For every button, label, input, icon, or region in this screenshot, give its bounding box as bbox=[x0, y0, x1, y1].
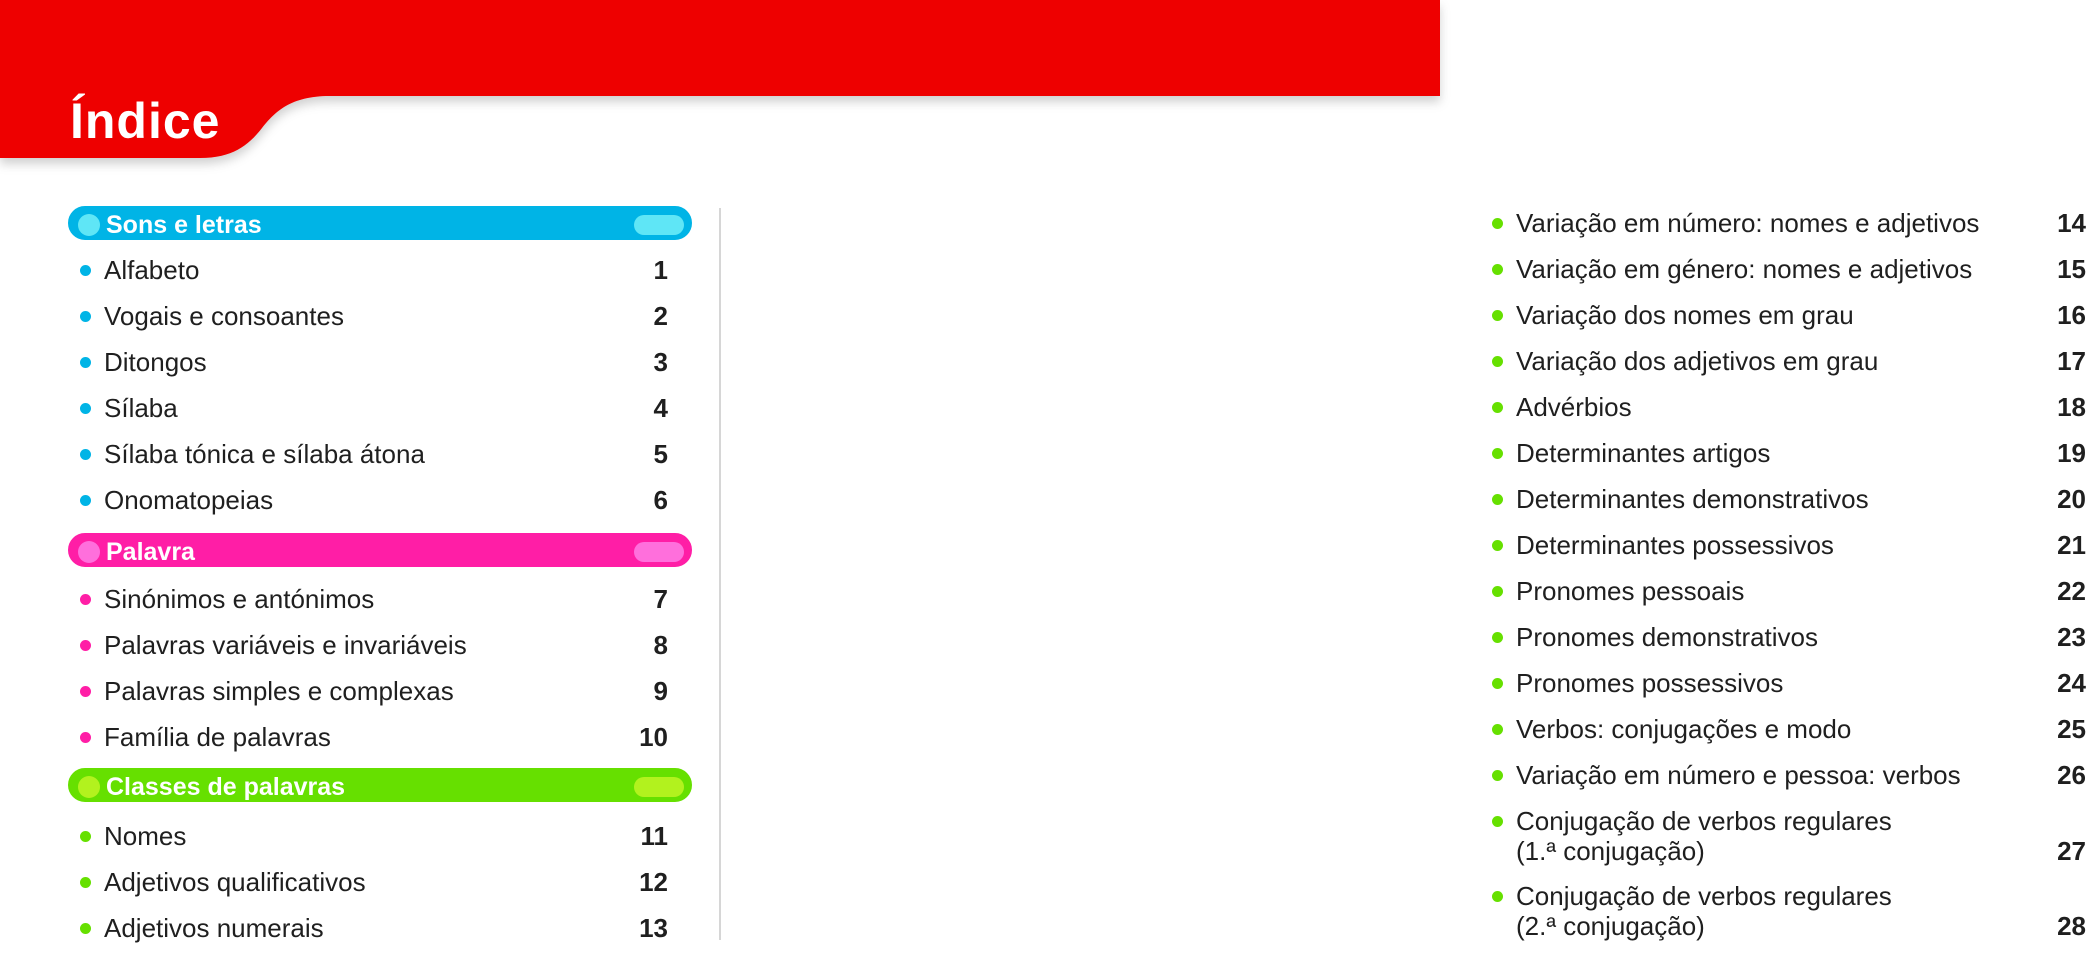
entry-label: Nomes bbox=[104, 821, 187, 851]
entry-label: Sílaba bbox=[104, 393, 178, 423]
toc-entry[interactable] bbox=[1492, 484, 2086, 524]
toc-entry[interactable] bbox=[80, 584, 668, 624]
entry-label: Pronomes possessivos bbox=[1516, 668, 1784, 698]
bullet-icon bbox=[1492, 402, 1503, 413]
bullet-icon bbox=[1492, 770, 1503, 781]
toc-entry[interactable] bbox=[1492, 806, 2086, 870]
section-dot bbox=[78, 541, 100, 563]
section-pill bbox=[634, 215, 684, 235]
entry-label: Adjetivos numerais bbox=[104, 913, 324, 943]
section-bar-sons-e-letras bbox=[68, 206, 692, 240]
page-number: 1 bbox=[653, 255, 668, 285]
entry-label: Pronomes pessoais bbox=[1516, 576, 1745, 606]
section-dot bbox=[78, 214, 100, 236]
toc-entry[interactable] bbox=[1492, 392, 2086, 432]
bullet-icon bbox=[80, 594, 91, 605]
section-dot bbox=[78, 776, 100, 798]
bullet-icon bbox=[1492, 264, 1503, 275]
bullet-icon bbox=[1492, 218, 1503, 229]
page-number: 18 bbox=[2057, 392, 2086, 422]
page-number: 7 bbox=[653, 584, 668, 614]
bullet-icon bbox=[1492, 540, 1503, 551]
entry-label: Determinantes possessivos bbox=[1516, 530, 1834, 560]
toc-entry[interactable] bbox=[80, 722, 668, 762]
entry-label: Advérbios bbox=[1516, 392, 1632, 422]
page-number: 4 bbox=[653, 393, 668, 423]
toc-entry[interactable] bbox=[80, 347, 668, 387]
bullet-icon bbox=[80, 403, 91, 414]
toc-entry[interactable] bbox=[1492, 254, 2086, 294]
section-pill bbox=[634, 777, 684, 797]
entry-label: Adjetivos qualificativos bbox=[104, 867, 366, 897]
page-number: 5 bbox=[653, 439, 668, 469]
entry-label-line2: (1.ª conjugação) bbox=[1516, 836, 1705, 866]
bullet-icon bbox=[80, 449, 91, 460]
page-number: 10 bbox=[639, 722, 668, 752]
page-number: 25 bbox=[2057, 714, 2086, 744]
toc-entry[interactable] bbox=[1492, 622, 2086, 662]
entry-label: Verbos: conjugações e modo bbox=[1516, 714, 1852, 744]
page-number: 8 bbox=[653, 630, 668, 660]
bullet-icon bbox=[1492, 448, 1503, 459]
entry-label: Sinónimos e antónimos bbox=[104, 584, 375, 614]
page-number: 23 bbox=[2057, 622, 2086, 652]
page-number: 26 bbox=[2057, 760, 2086, 790]
section-title: Classes de palavras bbox=[106, 773, 346, 801]
entry-label-line1: Conjugação de verbos regulares bbox=[1516, 881, 1892, 911]
toc-entry[interactable] bbox=[80, 867, 668, 907]
page-number: 21 bbox=[2057, 530, 2086, 560]
toc-entry[interactable] bbox=[1492, 208, 2086, 248]
toc-entry[interactable] bbox=[1492, 576, 2086, 616]
bullet-icon bbox=[1492, 724, 1503, 735]
header-banner bbox=[0, 0, 1440, 180]
entry-label: Determinantes demonstrativos bbox=[1516, 484, 1869, 514]
page-number: 27 bbox=[2057, 836, 2086, 866]
toc-entry[interactable] bbox=[1492, 881, 2086, 945]
bullet-icon bbox=[80, 265, 91, 276]
entry-label: Variação em número: nomes e adjetivos bbox=[1516, 208, 1980, 238]
page-title: Índice bbox=[70, 93, 221, 149]
bullet-icon bbox=[80, 686, 91, 697]
page-number: 28 bbox=[2057, 911, 2086, 941]
toc-entry[interactable] bbox=[80, 393, 668, 433]
toc-entry[interactable] bbox=[80, 630, 668, 670]
page-number: 6 bbox=[653, 485, 668, 515]
bullet-icon bbox=[1492, 586, 1503, 597]
bullet-icon bbox=[1492, 678, 1503, 689]
entry-label: Sílaba tónica e sílaba átona bbox=[104, 439, 425, 469]
toc-entry[interactable] bbox=[80, 821, 668, 861]
entry-label-line2: (2.ª conjugação) bbox=[1516, 911, 1705, 941]
bullet-icon bbox=[80, 831, 91, 842]
bullet-icon bbox=[1492, 356, 1503, 367]
page-number: 13 bbox=[639, 913, 668, 943]
entry-label: Pronomes demonstrativos bbox=[1516, 622, 1819, 652]
section-title: Sons e letras bbox=[106, 211, 262, 239]
entry-label: Variação em género: nomes e adjetivos bbox=[1516, 254, 1973, 284]
page-number: 3 bbox=[653, 347, 668, 377]
page-number: 24 bbox=[2057, 668, 2086, 698]
page-number: 2 bbox=[653, 301, 668, 331]
bullet-icon bbox=[80, 640, 91, 651]
page-number: 20 bbox=[2057, 484, 2086, 514]
entry-label bbox=[1516, 806, 1892, 866]
section-bar-palavra bbox=[68, 533, 692, 567]
toc-entry[interactable] bbox=[1492, 530, 2086, 570]
entry-label: Variação dos nomes em grau bbox=[1516, 300, 1854, 330]
toc-entry[interactable] bbox=[80, 439, 668, 479]
entry-label: Palavras variáveis e invariáveis bbox=[104, 630, 467, 660]
entry-label: Determinantes artigos bbox=[1516, 438, 1771, 468]
toc-entry[interactable] bbox=[1492, 438, 2086, 478]
entry-label: Vogais e consoantes bbox=[104, 301, 344, 331]
entry-label: Alfabeto bbox=[104, 255, 200, 285]
entry-label: Onomatopeias bbox=[104, 485, 274, 515]
toc-entry[interactable] bbox=[80, 676, 668, 716]
page-number: 15 bbox=[2057, 254, 2086, 284]
entry-label: Palavras simples e complexas bbox=[104, 676, 454, 706]
bullet-icon bbox=[1492, 632, 1503, 643]
bullet-icon bbox=[80, 495, 91, 506]
toc-entry[interactable] bbox=[1492, 346, 2086, 386]
section-title: Palavra bbox=[106, 538, 195, 566]
page-number: 9 bbox=[653, 676, 668, 706]
toc-entry[interactable] bbox=[1492, 668, 2086, 708]
toc-entry[interactable] bbox=[80, 913, 668, 953]
entry-label: Família de palavras bbox=[104, 722, 331, 752]
toc-entry[interactable] bbox=[1492, 760, 2086, 800]
toc-entry[interactable] bbox=[80, 255, 668, 295]
page-number: 12 bbox=[639, 867, 668, 897]
bullet-icon bbox=[1492, 891, 1503, 902]
page-number: 17 bbox=[2057, 346, 2086, 376]
page-number: 19 bbox=[2057, 438, 2086, 468]
bullet-icon bbox=[1492, 816, 1503, 827]
toc-entry[interactable] bbox=[80, 301, 668, 341]
entry-label: Variação em número e pessoa: verbos bbox=[1516, 760, 1961, 790]
entry-label: Ditongos bbox=[104, 347, 207, 377]
entry-label: Variação dos adjetivos em grau bbox=[1516, 346, 1879, 376]
bullet-icon bbox=[80, 732, 91, 743]
entry-label-line1: Conjugação de verbos regulares bbox=[1516, 806, 1892, 836]
bullet-icon bbox=[80, 311, 91, 322]
toc-entry[interactable] bbox=[1492, 714, 2086, 754]
bullet-icon bbox=[1492, 494, 1503, 505]
entry-label bbox=[1516, 881, 1892, 941]
section-bar-classes-de-palavras bbox=[68, 768, 692, 802]
section-pill bbox=[634, 542, 684, 562]
column-divider bbox=[719, 208, 721, 940]
page-number: 16 bbox=[2057, 300, 2086, 330]
bullet-icon bbox=[80, 923, 91, 934]
toc-entry[interactable] bbox=[80, 485, 668, 525]
page-number: 14 bbox=[2057, 208, 2086, 238]
bullet-icon bbox=[1492, 310, 1503, 321]
page-number: 22 bbox=[2057, 576, 2086, 606]
bullet-icon bbox=[80, 357, 91, 368]
header-shape bbox=[0, 0, 1440, 180]
page-number: 11 bbox=[640, 821, 668, 851]
bullet-icon bbox=[80, 877, 91, 888]
toc-entry[interactable] bbox=[1492, 300, 2086, 340]
